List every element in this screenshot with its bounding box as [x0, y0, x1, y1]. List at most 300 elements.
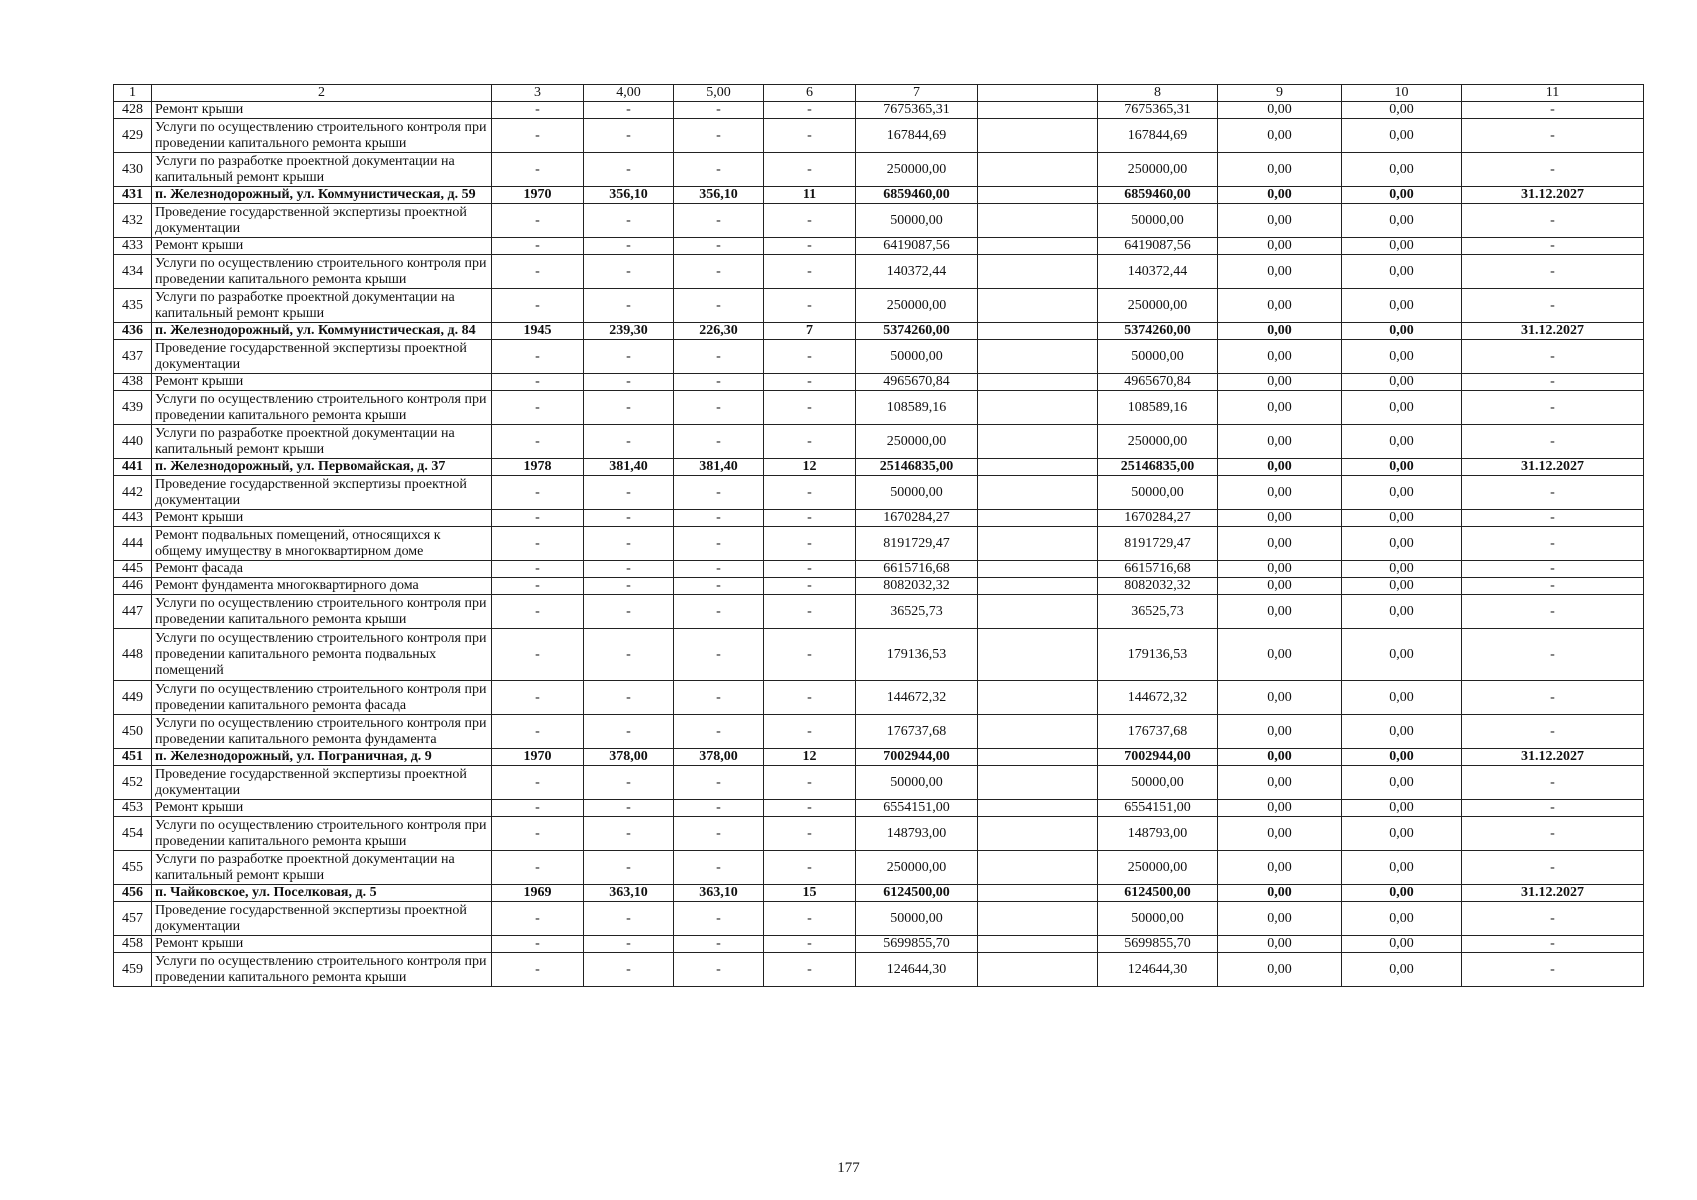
table-cell-c6: - [764, 902, 856, 936]
table-cell-c9: 0,00 [1218, 323, 1342, 340]
table-cell-c4: - [584, 510, 674, 527]
table-cell-c3: - [492, 255, 584, 289]
table-cell-c6: - [764, 953, 856, 987]
table-cell-c3: - [492, 476, 584, 510]
table-cell-c5: - [674, 851, 764, 885]
table-cell-c9: 0,00 [1218, 527, 1342, 561]
work-description: Ремонт крыши [152, 374, 492, 391]
table-cell-empty [978, 238, 1098, 255]
table-cell-c8: 167844,69 [1098, 119, 1218, 153]
work-description: Услуги по разработке проектной документации на капитальный ремонт крыши [152, 289, 492, 323]
table-row [114, 629, 1644, 681]
table-cell-c7: 4965670,84 [856, 374, 978, 391]
table-cell-c10: 0,00 [1342, 578, 1462, 595]
work-description: п. Железнодорожный, ул. Первомайская, д. 37 [152, 459, 492, 476]
table-cell-c6: - [764, 476, 856, 510]
table-cell-c10: 0,00 [1342, 817, 1462, 851]
work-description: Ремонт крыши [152, 238, 492, 255]
row-number: 452 [114, 766, 152, 800]
table-cell-empty [978, 289, 1098, 323]
row-number: 443 [114, 510, 152, 527]
row-number: 434 [114, 255, 152, 289]
table-cell-c10: 0,00 [1342, 153, 1462, 187]
table-cell-c8: 50000,00 [1098, 902, 1218, 936]
table-body [114, 85, 1644, 987]
table-cell-c9: 0,00 [1218, 595, 1342, 629]
table-cell-c11: - [1462, 119, 1644, 153]
work-description: Услуги по осуществлению строительного контроля при проведении капитального ремонта крыши [152, 119, 492, 153]
table-cell-c5: - [674, 527, 764, 561]
table-cell-c3: - [492, 851, 584, 885]
header-cell: 8 [1098, 85, 1218, 102]
table-cell-c7: 5374260,00 [856, 323, 978, 340]
table-cell-empty [978, 323, 1098, 340]
table-cell-c3: 1969 [492, 885, 584, 902]
table-cell-c7: 6124500,00 [856, 885, 978, 902]
table-cell-c11: - [1462, 766, 1644, 800]
table-cell-c8: 50000,00 [1098, 766, 1218, 800]
table-cell-c7: 50000,00 [856, 204, 978, 238]
row-number: 438 [114, 374, 152, 391]
table-row [114, 953, 1644, 987]
row-number: 432 [114, 204, 152, 238]
row-number: 457 [114, 902, 152, 936]
table-cell-c3: - [492, 340, 584, 374]
table-cell-c9: 0,00 [1218, 340, 1342, 374]
table-cell-c10: 0,00 [1342, 953, 1462, 987]
table-cell-c10: 0,00 [1342, 102, 1462, 119]
table-cell-c6: - [764, 800, 856, 817]
table-cell-c7: 50000,00 [856, 766, 978, 800]
table-cell-c6: - [764, 851, 856, 885]
table-cell-c10: 0,00 [1342, 766, 1462, 800]
table-cell-c5: - [674, 629, 764, 681]
table-cell-c6: - [764, 391, 856, 425]
table-row-address [114, 749, 1644, 766]
table-cell-c4: - [584, 527, 674, 561]
header-cell: 10 [1342, 85, 1462, 102]
row-number: 437 [114, 340, 152, 374]
table-cell-c5: - [674, 391, 764, 425]
table-cell-c3: - [492, 391, 584, 425]
table-cell-c10: 0,00 [1342, 851, 1462, 885]
table-cell-c10: 0,00 [1342, 749, 1462, 766]
work-description: п. Железнодорожный, ул. Пограничная, д. 9 [152, 749, 492, 766]
table-cell-c5: 356,10 [674, 187, 764, 204]
table-cell-empty [978, 204, 1098, 238]
table-cell-c7: 50000,00 [856, 476, 978, 510]
table-cell-c9: 0,00 [1218, 374, 1342, 391]
table-cell-c11: - [1462, 476, 1644, 510]
table-cell-c4: - [584, 800, 674, 817]
table-cell-c3: - [492, 578, 584, 595]
table-cell-c11: - [1462, 715, 1644, 749]
table-cell-c6: - [764, 936, 856, 953]
table-cell-c11: 31.12.2027 [1462, 885, 1644, 902]
table-cell-c11: - [1462, 374, 1644, 391]
table-cell-c7: 6554151,00 [856, 800, 978, 817]
table-cell-c3: - [492, 119, 584, 153]
row-number: 431 [114, 187, 152, 204]
table-cell-empty [978, 391, 1098, 425]
table-cell-c8: 108589,16 [1098, 391, 1218, 425]
table-cell-c6: 15 [764, 885, 856, 902]
table-cell-c5: - [674, 119, 764, 153]
table-cell-c6: - [764, 255, 856, 289]
capital-repair-table [113, 84, 1644, 987]
table-cell-empty [978, 749, 1098, 766]
table-cell-c11: - [1462, 153, 1644, 187]
table-cell-c5: - [674, 289, 764, 323]
table-cell-c4: - [584, 119, 674, 153]
row-number: 429 [114, 119, 152, 153]
table-cell-c6: - [764, 715, 856, 749]
table-cell-c4: - [584, 255, 674, 289]
table-row [114, 374, 1644, 391]
table-row [114, 238, 1644, 255]
table-cell-c5: - [674, 425, 764, 459]
work-description: Ремонт крыши [152, 800, 492, 817]
table-cell-empty [978, 578, 1098, 595]
table-cell-c9: 0,00 [1218, 953, 1342, 987]
row-number: 450 [114, 715, 152, 749]
table-cell-c5: - [674, 238, 764, 255]
table-row [114, 391, 1644, 425]
row-number: 435 [114, 289, 152, 323]
table-cell-c11: - [1462, 204, 1644, 238]
work-description: Услуги по осуществлению строительного контроля при проведении капитального ремонта крыши [152, 595, 492, 629]
table-cell-c9: 0,00 [1218, 681, 1342, 715]
table-row [114, 936, 1644, 953]
table-cell-empty [978, 374, 1098, 391]
table-cell-c3: - [492, 800, 584, 817]
table-cell-c4: - [584, 476, 674, 510]
table-cell-c8: 5374260,00 [1098, 323, 1218, 340]
table-cell-c3: - [492, 953, 584, 987]
table-cell-c4: - [584, 578, 674, 595]
row-number: 456 [114, 885, 152, 902]
work-description: Ремонт крыши [152, 102, 492, 119]
row-number: 441 [114, 459, 152, 476]
table-cell-c3: - [492, 681, 584, 715]
table-cell-c8: 5699855,70 [1098, 936, 1218, 953]
table-cell-c10: 0,00 [1342, 374, 1462, 391]
table-cell-c4: - [584, 374, 674, 391]
table-cell-c4: 381,40 [584, 459, 674, 476]
table-cell-c6: - [764, 629, 856, 681]
table-cell-c5: - [674, 595, 764, 629]
table-cell-c7: 36525,73 [856, 595, 978, 629]
page-number: 177 [837, 1160, 860, 1176]
table-cell-empty [978, 102, 1098, 119]
header-cell: 1 [114, 85, 152, 102]
table-cell-c8: 4965670,84 [1098, 374, 1218, 391]
row-number: 436 [114, 323, 152, 340]
table-cell-c9: 0,00 [1218, 715, 1342, 749]
work-description: Ремонт фундамента многоквартирного дома [152, 578, 492, 595]
table-cell-c11: - [1462, 255, 1644, 289]
table-cell-c5: - [674, 681, 764, 715]
table-cell-empty [978, 766, 1098, 800]
table-row [114, 119, 1644, 153]
table-cell-c3: - [492, 510, 584, 527]
table-cell-c10: 0,00 [1342, 510, 1462, 527]
table-cell-c5: - [674, 800, 764, 817]
table-cell-c9: 0,00 [1218, 391, 1342, 425]
table-cell-c4: - [584, 936, 674, 953]
table-cell-c10: 0,00 [1342, 425, 1462, 459]
work-description: Проведение государственной экспертизы проектной документации [152, 766, 492, 800]
table-cell-c3: 1945 [492, 323, 584, 340]
work-description: Услуги по осуществлению строительного контроля при проведении капитального ремонта крыши [152, 391, 492, 425]
document-sheet [113, 84, 1643, 987]
row-number: 430 [114, 153, 152, 187]
table-cell-c7: 5699855,70 [856, 936, 978, 953]
table-cell-empty [978, 476, 1098, 510]
table-row [114, 204, 1644, 238]
table-cell-c3: 1970 [492, 187, 584, 204]
table-cell-c7: 50000,00 [856, 902, 978, 936]
table-cell-c9: 0,00 [1218, 289, 1342, 323]
table-cell-c3: - [492, 238, 584, 255]
table-cell-c9: 0,00 [1218, 800, 1342, 817]
table-cell-c3: - [492, 715, 584, 749]
table-cell-c8: 6419087,56 [1098, 238, 1218, 255]
table-cell-c9: 0,00 [1218, 119, 1342, 153]
table-cell-c3: - [492, 936, 584, 953]
work-description: Проведение государственной экспертизы проектной документации [152, 902, 492, 936]
table-cell-c4: 239,30 [584, 323, 674, 340]
table-cell-c4: 378,00 [584, 749, 674, 766]
table-cell-c6: - [764, 204, 856, 238]
table-row [114, 595, 1644, 629]
work-description: Услуги по разработке проектной документации на капитальный ремонт крыши [152, 851, 492, 885]
table-cell-c10: 0,00 [1342, 459, 1462, 476]
table-cell-c4: - [584, 204, 674, 238]
row-number: 447 [114, 595, 152, 629]
table-cell-c7: 25146835,00 [856, 459, 978, 476]
header-cell [978, 85, 1098, 102]
table-row-address [114, 323, 1644, 340]
table-row [114, 255, 1644, 289]
header-cell: 4,00 [584, 85, 674, 102]
table-cell-c4: - [584, 153, 674, 187]
table-cell-c11: 31.12.2027 [1462, 187, 1644, 204]
table-cell-c4: - [584, 238, 674, 255]
table-cell-c9: 0,00 [1218, 902, 1342, 936]
table-cell-c4: - [584, 681, 674, 715]
table-cell-c9: 0,00 [1218, 153, 1342, 187]
table-cell-c4: - [584, 340, 674, 374]
table-cell-c4: - [584, 595, 674, 629]
table-cell-c11: - [1462, 238, 1644, 255]
work-description: Ремонт крыши [152, 510, 492, 527]
table-cell-c3: - [492, 102, 584, 119]
table-cell-c9: 0,00 [1218, 936, 1342, 953]
table-cell-c8: 6859460,00 [1098, 187, 1218, 204]
work-description: Услуги по осуществлению строительного контроля при проведении капитального ремонта крыши [152, 817, 492, 851]
table-cell-c3: - [492, 153, 584, 187]
table-cell-c3: - [492, 766, 584, 800]
table-cell-c3: - [492, 204, 584, 238]
work-description: Услуги по осуществлению строительного контроля при проведении капитального ремонта подвальных помещений [152, 629, 492, 681]
table-cell-c5: - [674, 817, 764, 851]
row-number: 440 [114, 425, 152, 459]
work-description: Услуги по осуществлению строительного контроля при проведении капитального ремонта крыши [152, 953, 492, 987]
table-cell-c3: - [492, 527, 584, 561]
table-cell-empty [978, 187, 1098, 204]
table-cell-c11: - [1462, 340, 1644, 374]
table-cell-c4: - [584, 425, 674, 459]
table-cell-c11: - [1462, 102, 1644, 119]
row-number: 433 [114, 238, 152, 255]
table-cell-c7: 6615716,68 [856, 561, 978, 578]
table-cell-c6: - [764, 766, 856, 800]
table-cell-c6: - [764, 527, 856, 561]
header-cell: 2 [152, 85, 492, 102]
table-cell-c11: - [1462, 578, 1644, 595]
table-cell-c6: 12 [764, 459, 856, 476]
table-row [114, 340, 1644, 374]
table-cell-c5: - [674, 476, 764, 510]
table-cell-c7: 250000,00 [856, 425, 978, 459]
table-cell-c10: 0,00 [1342, 289, 1462, 323]
row-number: 451 [114, 749, 152, 766]
table-row [114, 527, 1644, 561]
table-cell-empty [978, 629, 1098, 681]
table-cell-c7: 7675365,31 [856, 102, 978, 119]
table-cell-c8: 25146835,00 [1098, 459, 1218, 476]
work-description: Услуги по осуществлению строительного контроля при проведении капитального ремонта крыши [152, 255, 492, 289]
table-row-address [114, 459, 1644, 476]
header-cell: 9 [1218, 85, 1342, 102]
work-description: Услуги по разработке проектной документации на капитальный ремонт крыши [152, 425, 492, 459]
table-cell-c10: 0,00 [1342, 255, 1462, 289]
table-cell-c8: 250000,00 [1098, 153, 1218, 187]
table-cell-c6: - [764, 102, 856, 119]
table-cell-c7: 108589,16 [856, 391, 978, 425]
table-cell-c7: 250000,00 [856, 851, 978, 885]
table-cell-c7: 179136,53 [856, 629, 978, 681]
table-cell-empty [978, 902, 1098, 936]
table-cell-c11: - [1462, 289, 1644, 323]
table-cell-c3: - [492, 425, 584, 459]
table-cell-c3: - [492, 902, 584, 936]
table-cell-c8: 6554151,00 [1098, 800, 1218, 817]
table-cell-c9: 0,00 [1218, 187, 1342, 204]
table-cell-c8: 179136,53 [1098, 629, 1218, 681]
table-cell-c6: - [764, 425, 856, 459]
table-cell-c3: - [492, 595, 584, 629]
table-cell-c6: 7 [764, 323, 856, 340]
table-cell-c7: 250000,00 [856, 289, 978, 323]
table-cell-empty [978, 527, 1098, 561]
table-cell-c11: - [1462, 510, 1644, 527]
table-row [114, 800, 1644, 817]
table-cell-c4: - [584, 851, 674, 885]
table-row [114, 766, 1644, 800]
row-number: 428 [114, 102, 152, 119]
table-cell-c9: 0,00 [1218, 629, 1342, 681]
table-cell-c10: 0,00 [1342, 391, 1462, 425]
table-cell-c9: 0,00 [1218, 102, 1342, 119]
row-number: 442 [114, 476, 152, 510]
table-cell-c4: - [584, 715, 674, 749]
table-row [114, 578, 1644, 595]
row-number: 453 [114, 800, 152, 817]
table-cell-c6: - [764, 119, 856, 153]
table-cell-c4: 363,10 [584, 885, 674, 902]
table-cell-c11: 31.12.2027 [1462, 749, 1644, 766]
row-number: 448 [114, 629, 152, 681]
table-cell-c10: 0,00 [1342, 681, 1462, 715]
table-cell-c10: 0,00 [1342, 885, 1462, 902]
table-cell-c7: 144672,32 [856, 681, 978, 715]
table-cell-c8: 250000,00 [1098, 851, 1218, 885]
table-cell-c9: 0,00 [1218, 238, 1342, 255]
table-cell-c3: - [492, 561, 584, 578]
table-cell-c6: - [764, 817, 856, 851]
table-cell-c10: 0,00 [1342, 238, 1462, 255]
table-cell-c5: 381,40 [674, 459, 764, 476]
table-cell-c7: 6859460,00 [856, 187, 978, 204]
table-cell-c9: 0,00 [1218, 476, 1342, 510]
table-cell-c8: 1670284,27 [1098, 510, 1218, 527]
table-cell-empty [978, 153, 1098, 187]
table-cell-c9: 0,00 [1218, 885, 1342, 902]
table-cell-empty [978, 885, 1098, 902]
table-cell-c5: 378,00 [674, 749, 764, 766]
table-cell-empty [978, 936, 1098, 953]
work-description: Ремонт крыши [152, 936, 492, 953]
table-cell-c6: - [764, 681, 856, 715]
table-cell-c9: 0,00 [1218, 510, 1342, 527]
header-cell: 5,00 [674, 85, 764, 102]
table-cell-c5: 363,10 [674, 885, 764, 902]
row-number: 458 [114, 936, 152, 953]
table-cell-c8: 7675365,31 [1098, 102, 1218, 119]
table-cell-c8: 50000,00 [1098, 204, 1218, 238]
table-row [114, 153, 1644, 187]
table-cell-c11: - [1462, 681, 1644, 715]
table-cell-c5: - [674, 340, 764, 374]
table-cell-c7: 8191729,47 [856, 527, 978, 561]
header-cell: 11 [1462, 85, 1644, 102]
table-cell-c6: 12 [764, 749, 856, 766]
table-cell-c8: 36525,73 [1098, 595, 1218, 629]
table-cell-c11: - [1462, 817, 1644, 851]
table-cell-c3: 1970 [492, 749, 584, 766]
table-cell-empty [978, 953, 1098, 987]
row-number: 449 [114, 681, 152, 715]
table-row [114, 510, 1644, 527]
table-cell-c4: 356,10 [584, 187, 674, 204]
table-cell-empty [978, 681, 1098, 715]
table-cell-c11: - [1462, 595, 1644, 629]
table-row [114, 476, 1644, 510]
table-cell-c5: - [674, 902, 764, 936]
table-cell-c9: 0,00 [1218, 749, 1342, 766]
table-cell-empty [978, 340, 1098, 374]
table-cell-c11: - [1462, 953, 1644, 987]
table-cell-c7: 140372,44 [856, 255, 978, 289]
table-cell-c8: 176737,68 [1098, 715, 1218, 749]
table-cell-c5: - [674, 561, 764, 578]
table-cell-c4: - [584, 289, 674, 323]
table-cell-c5: - [674, 510, 764, 527]
table-cell-empty [978, 851, 1098, 885]
table-cell-c8: 124644,30 [1098, 953, 1218, 987]
